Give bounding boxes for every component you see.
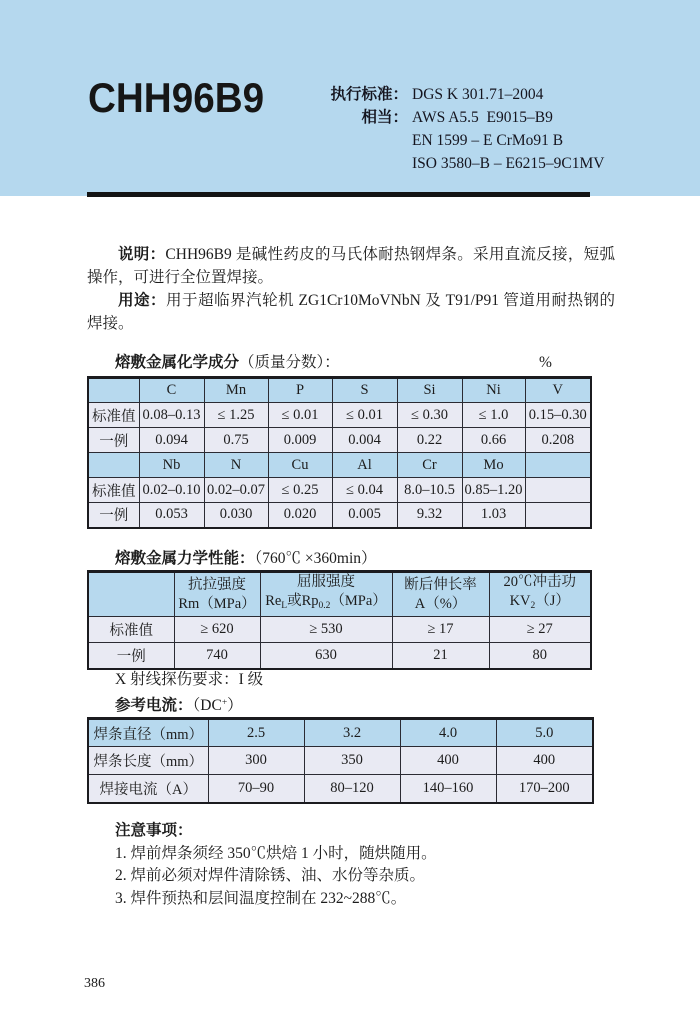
table-row [88, 478, 591, 503]
standard-value: DGS K 301.71–2004 [412, 86, 544, 103]
chem-col-header: S [332, 378, 397, 403]
mech-value: 80 [489, 643, 591, 669]
usage-text: 用于超临界汽轮机 ZG1Cr10MoVNbN 及 T91/P91 管道用耐热钢的焊接。 [87, 292, 615, 332]
notes-title: 注意事项： [115, 822, 193, 839]
length-value: 300 [208, 747, 304, 775]
chem-value: 0.005 [332, 503, 397, 528]
table-row [88, 503, 591, 528]
chem-col-header: Cu [268, 453, 332, 478]
current-title-bold: 参考电流： [115, 697, 193, 714]
chem-value: 0.004 [332, 428, 397, 453]
mech-value: ≥ 27 [489, 617, 591, 643]
table-row [88, 719, 593, 747]
description-text: CHH96B9 是碱性药皮的马氏体耐热钢焊条。采用直流反接，短弧操作，可进行全位置焊接。 [87, 246, 615, 286]
chem-col-header: P [268, 378, 332, 403]
length-value: 350 [304, 747, 400, 775]
header-band [0, 0, 700, 196]
notes-section [87, 820, 607, 910]
header-line: 20℃冲击功 [503, 574, 576, 590]
chem-value: ≤ 1.0 [462, 403, 525, 428]
chem-value: 0.66 [462, 428, 525, 453]
chem-title-bold: 熔敷金属化学成分 [115, 354, 240, 371]
chem-value: 0.85–1.20 [462, 478, 525, 503]
xray-requirement-note: X 射线探伤要求：I 级 [115, 671, 264, 688]
chem-value: 0.094 [139, 428, 204, 453]
chem-col-header: Al [332, 453, 397, 478]
mech-value: 740 [174, 643, 260, 669]
chem-value: ≤ 0.01 [332, 403, 397, 428]
standard-value: EN 1599 – E CrMo91 B [412, 132, 564, 149]
diameter-value: 3.2 [304, 719, 400, 747]
chem-composition-table [87, 376, 592, 529]
header-line: Rm（MPa） [178, 595, 256, 612]
chem-col-header: Ni [462, 378, 525, 403]
description-paragraph [87, 243, 615, 289]
mech-col-header [260, 572, 392, 617]
header-line: $Re_L$或$Rp_{0.2}(MPa)$ [265, 593, 387, 611]
chem-value: 9.32 [397, 503, 462, 528]
chem-value: 0.053 [139, 503, 204, 528]
chem-unit-label: % [539, 354, 552, 371]
note-item: 1. 焊前焊条须经 350℃烘焙 1 小时，随烘随用。 [115, 844, 437, 862]
standard-value: AWS A5.5 E9015–B9 [412, 109, 553, 126]
standards-block [314, 83, 604, 175]
header-line: 抗拉强度 [188, 576, 246, 593]
row-label: 标准值 [88, 478, 139, 503]
table-row [88, 747, 593, 775]
description-section [87, 243, 615, 335]
table-row [88, 453, 591, 478]
length-value: 400 [496, 747, 593, 775]
current-title-rest: （DC+） [192, 697, 243, 714]
table-row [88, 617, 591, 643]
current-range-value: 80–120 [304, 775, 400, 803]
diameter-value: 4.0 [400, 719, 496, 747]
note-item: 2. 焊前必须对焊件清除锈、油、水份等杂质。 [115, 867, 426, 884]
corner-cell [88, 378, 139, 403]
mech-col-header [489, 572, 591, 617]
table-row [88, 775, 593, 803]
chem-col-header: Si [397, 378, 462, 403]
standard-line [314, 83, 604, 106]
header-line: 断后伸长率 [404, 576, 477, 593]
corner-cell [88, 572, 174, 617]
chem-value [525, 478, 591, 503]
chem-col-header: Cr [397, 453, 462, 478]
chem-col-header: V [525, 378, 591, 403]
table-row [88, 378, 591, 403]
standard-value: ISO 3580–B – E6215–9C1MV [412, 155, 605, 172]
chem-value: 0.208 [525, 428, 591, 453]
chem-value: 0.009 [268, 428, 332, 453]
table-row [88, 428, 591, 453]
table-row [88, 572, 591, 617]
row-label: 标准值 [88, 617, 174, 643]
mech-section-title [87, 548, 590, 569]
chem-value: ≤ 0.01 [268, 403, 332, 428]
chem-value: 0.75 [204, 428, 268, 453]
chem-value: 0.020 [268, 503, 332, 528]
mech-value: 21 [392, 643, 489, 669]
page-number: 386 [84, 976, 105, 991]
row-label: 焊接电流（A） [88, 775, 208, 803]
usage-label: 用途： [118, 292, 167, 309]
chem-value: 0.15–0.30 [525, 403, 591, 428]
reference-current-table [87, 717, 594, 804]
chem-value: 1.03 [462, 503, 525, 528]
corner-cell [88, 453, 139, 478]
row-label: 一例 [88, 643, 174, 669]
header-line: A（%） [414, 595, 467, 612]
chem-value: 0.02–0.10 [139, 478, 204, 503]
length-value: 400 [400, 747, 496, 775]
mech-title-rest: （760℃ ×360min） [254, 550, 377, 567]
row-label: 一例 [88, 428, 139, 453]
usage-paragraph [87, 289, 615, 335]
row-label: 标准值 [88, 403, 139, 428]
chem-value [525, 503, 591, 528]
mech-properties-table [87, 570, 592, 670]
mech-value: ≥ 17 [392, 617, 489, 643]
row-label: 焊条长度（mm） [88, 747, 208, 775]
standard-label: 执行标准： [330, 86, 408, 103]
current-range-value: 170–200 [496, 775, 593, 803]
mech-col-header [174, 572, 260, 617]
header-line: 屈服强度 [297, 574, 355, 590]
standard-line [314, 129, 604, 152]
chem-value: 8.0–10.5 [397, 478, 462, 503]
chem-value: ≤ 0.30 [397, 403, 462, 428]
row-label: 焊条直径（mm） [88, 719, 208, 747]
chem-value: 0.08–0.13 [139, 403, 204, 428]
current-range-value: 140–160 [400, 775, 496, 803]
description-label: 说明： [118, 246, 166, 263]
chem-col-header: Mo [462, 453, 525, 478]
row-label: 一例 [88, 503, 139, 528]
header-line: $KV_2(J)$ [509, 593, 570, 611]
chem-section-title [87, 352, 590, 373]
note-item: 3. 焊件预热和层间温度控制在 232~288℃。 [115, 889, 407, 907]
chem-col-header: Nb [139, 453, 204, 478]
mech-value: 630 [260, 643, 392, 669]
standard-line [314, 152, 604, 175]
diameter-value: 5.0 [496, 719, 593, 747]
standard-line [314, 106, 604, 129]
chem-col-header [525, 453, 591, 478]
standard-label [314, 152, 408, 175]
product-code-title: CHH96B9 [88, 74, 265, 121]
chem-col-header: N [204, 453, 268, 478]
mech-title-bold: 熔敷金属力学性能： [115, 550, 255, 567]
table-row [88, 643, 591, 669]
standard-label [314, 129, 408, 152]
chem-value: ≤ 0.04 [332, 478, 397, 503]
chem-title-rest: （质量分数）： [239, 354, 340, 371]
chem-value: ≤ 1.25 [204, 403, 268, 428]
diameter-value: 2.5 [208, 719, 304, 747]
mech-value: ≥ 620 [174, 617, 260, 643]
current-section-title [87, 693, 590, 716]
chem-value: 0.22 [397, 428, 462, 453]
standard-label: 相当： [361, 109, 408, 126]
chem-value: 0.030 [204, 503, 268, 528]
current-range-value: 70–90 [208, 775, 304, 803]
mech-value: ≥ 530 [260, 617, 392, 643]
table-row [88, 403, 591, 428]
chem-value: ≤ 0.25 [268, 478, 332, 503]
chem-value: 0.02–0.07 [204, 478, 268, 503]
chem-col-header: Mn [204, 378, 268, 403]
chem-col-header: C [139, 378, 204, 403]
mech-col-header [392, 572, 489, 617]
divider-rule [87, 192, 590, 197]
